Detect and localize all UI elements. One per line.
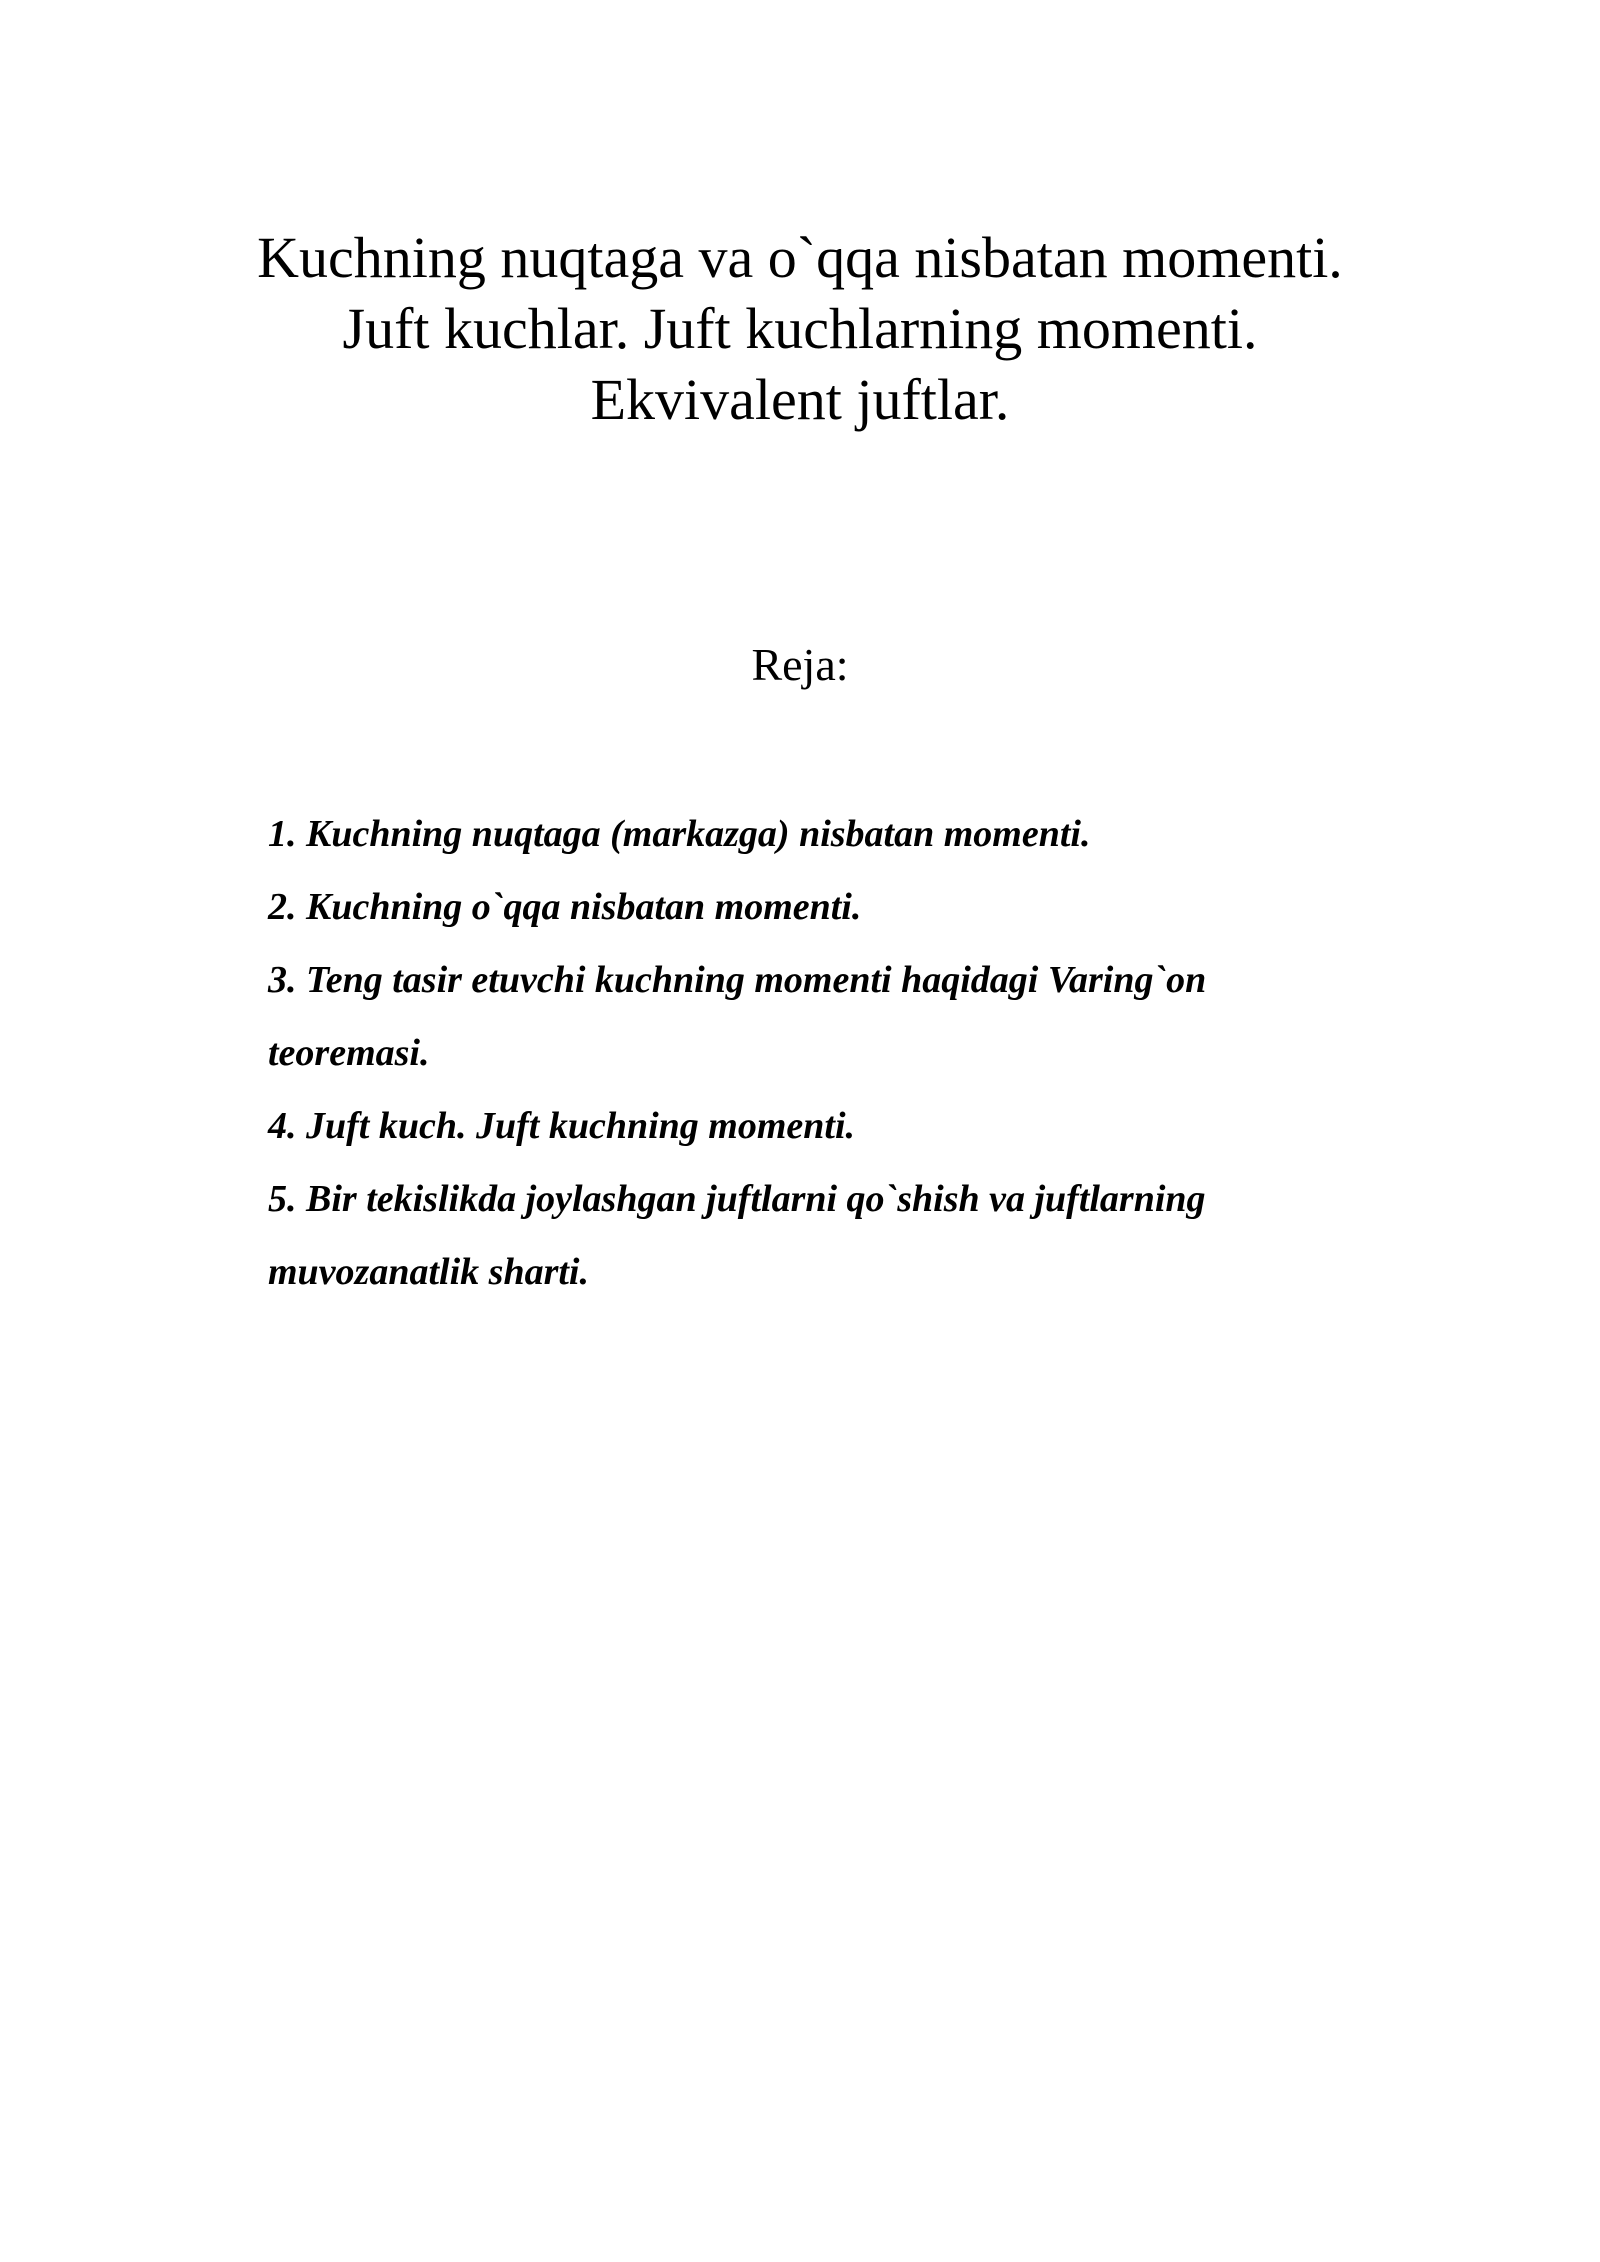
plan-item: 2. Kuchning o`qqa nisbatan momenti.: [268, 886, 862, 928]
title-line: Juft kuchlar. Juft kuchlarning momenti.: [342, 296, 1258, 361]
plan-item-continuation: teoremasi.: [268, 1032, 430, 1074]
title-line: Kuchning nuqtaga va o`qqa nisbatan momenti.: [257, 225, 1343, 290]
plan-list: [268, 798, 1398, 1309]
plan-item: 3. Teng tasir etuvchi kuchning momenti haqidagi Varing`on: [268, 959, 1207, 1001]
plan-item: 4. Juft kuch. Juft kuchning momenti.: [268, 1105, 856, 1147]
plan-item: 5. Bir tekislikda joylashgan juftlarni qo`shish va juftlarning: [268, 1178, 1206, 1220]
plan-heading: Reja:: [751, 639, 849, 690]
title-line: Ekvivalent juftlar.: [590, 367, 1010, 432]
document-title: [200, 222, 1400, 435]
plan-item-continuation: muvozanatlik sharti.: [268, 1251, 589, 1293]
plan-item: 1. Kuchning nuqtaga (markazga) nisbatan momenti.: [268, 813, 1091, 855]
